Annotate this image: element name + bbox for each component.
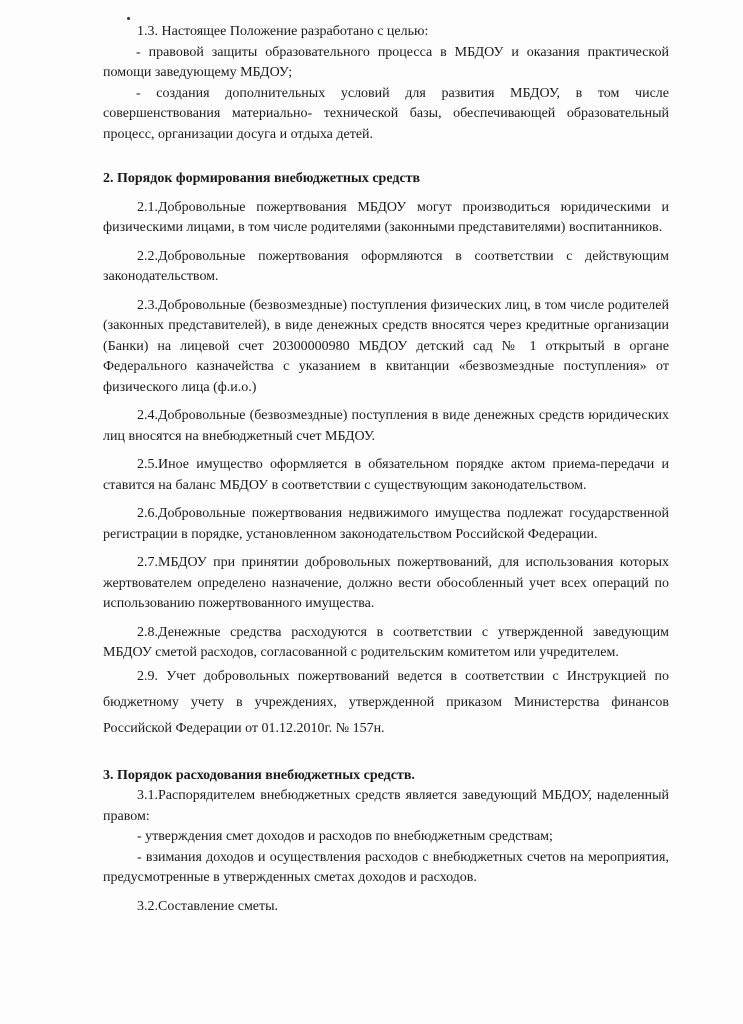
document-body bbox=[103, 22, 669, 917]
clause-2-3: 2.3.Добровольные (безвозмездные) поступления физических лиц, в том числе родителей (законных представителей), в виде денежных средств вносятся через кредитные организации (Банки) на лицевой счет 20300000980 МБДОУ детский сад № 1 открытый в органе Федерального казначейства с указанием в квитанции «безвозмездные поступления» от физического лица (ф.и.о.) bbox=[103, 297, 669, 395]
clause-2-8: 2.8.Денежные средства расходуются в соответствии с утвержденной заведующим МБДОУ сметой расходов, согласованной с родительским комитетом или учредителем. bbox=[103, 624, 669, 660]
clause-3-2: 3.2.Составление сметы. bbox=[137, 898, 279, 914]
section-3-heading: 3. Порядок расходования внебюджетных средств. bbox=[103, 767, 415, 783]
clause-2-2: 2.2.Добровольные пожертвования оформляются в соответствии с действующим законодательством. bbox=[103, 248, 669, 284]
clause-2-4: 2.4.Добровольные (безвозмездные) поступления в виде денежных средств юридических лиц вносятся на внебюджетный счет МБДОУ. bbox=[103, 408, 669, 444]
clause-3-1: 3.1.Распорядителем внебюджетных средств является заведующий МБДОУ, наделенный правом: bbox=[103, 788, 669, 824]
clause-2-1: 2.1.Добровольные пожертвования МБДОУ могут производиться юридическими и физическими лицами, в том числе родителями (законными представителями) воспитанников. bbox=[103, 199, 669, 235]
section-2-heading: 2. Порядок формирования внебюджетных средств bbox=[103, 171, 421, 186]
clause-3-1-bullet-1: - утверждения смет доходов и расходов по внебюджетным средствам; bbox=[137, 829, 553, 844]
clause-1-3: 1.3. Настоящее Положение разработано с целью: bbox=[137, 24, 429, 39]
scan-speck bbox=[127, 17, 130, 20]
clause-3-1-bullet-2: - взимания доходов и осуществления расходов с внебюджетных счетов на мероприятия, предусмотренные в утвержденных сметах доходов и расходов. bbox=[103, 849, 669, 885]
clause-1-3-bullet-2: - создания дополнительных условий для развития МБДОУ, в том числе совершенствования материально- технической базы, обеспечивающей образовательный процесс, организации досуга и отдыха детей. bbox=[103, 85, 669, 142]
clause-2-7: 2.7.МБДОУ при принятии добровольных пожертвований, для использования которых жертвователем определено назначение, должно вести обособленный учет всех операций по использованию пожертвованного имущества. bbox=[103, 555, 669, 611]
clause-2-9: 2.9. Учет добровольных пожертвований ведется в соответствии с Инструкцией по бюджетному учету в учреждениях, утвержденной приказом Министерства финансов Российской Федерации от 01.12.2010г. № 157н. bbox=[103, 668, 669, 736]
clause-2-6: 2.6.Добровольные пожертвования недвижимого имущества подлежат государственной регистрации в порядке, установленном законодательством Российской Федерации. bbox=[103, 506, 669, 542]
clause-1-3-bullet-1: - правовой защиты образовательного процесса в МБДОУ и оказания практической помощи заведующему МБДОУ; bbox=[103, 44, 669, 80]
clause-2-5: 2.5.Иное имущество оформляется в обязательном порядке актом приема-передачи и ставится на баланс МБДОУ в соответствии с существующим законодательством. bbox=[103, 457, 669, 493]
